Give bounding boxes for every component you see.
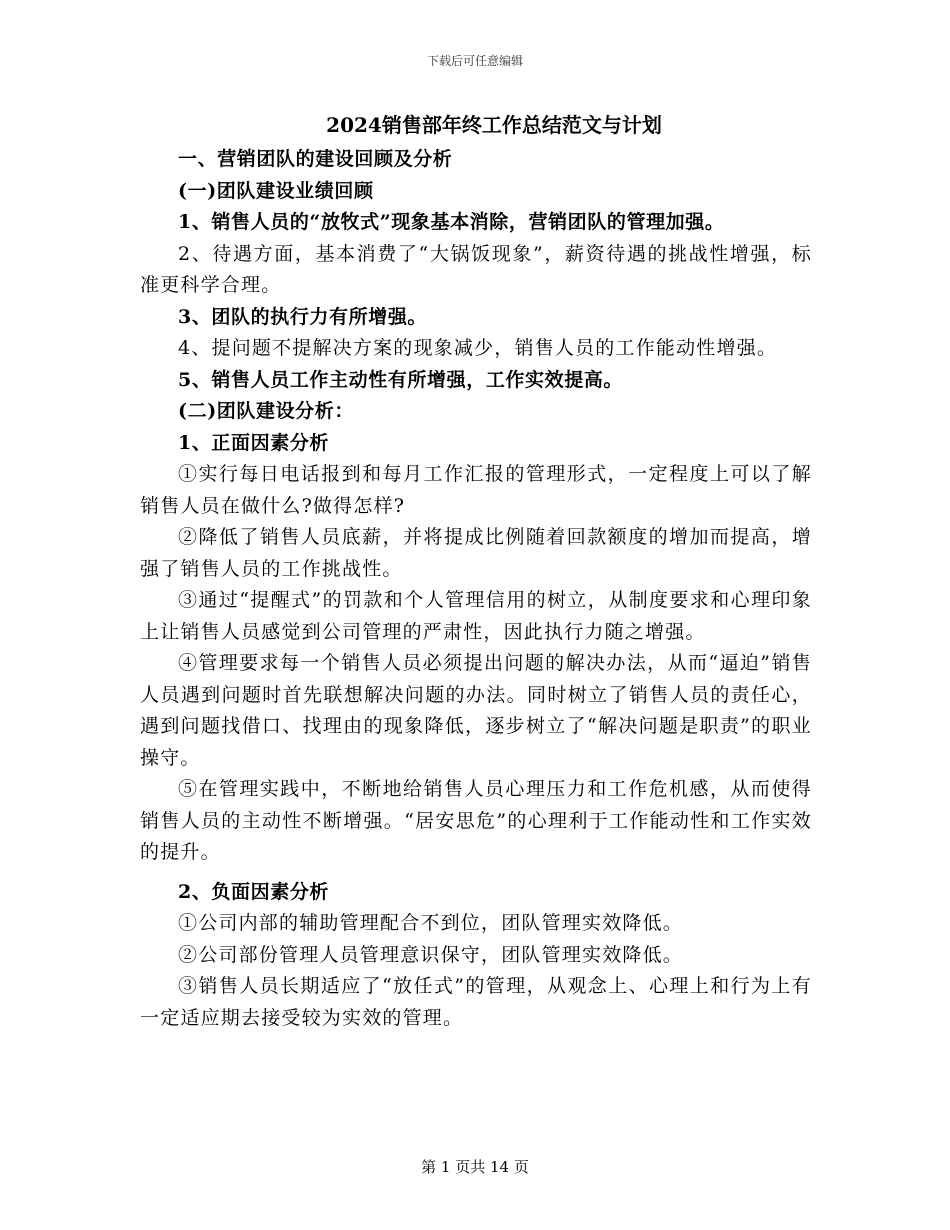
list-item: 4、提问题不提解决方案的现象减少，销售人员的工作能动性增强。: [178, 337, 778, 359]
paragraph: ③通过“提醒式”的罚款和个人管理信用的树立，从制度要求和心理印象上让销售人员感觉到公司管理的严肃性，因此执行力随之增强。: [140, 589, 812, 643]
paragraph: ①公司内部的辅助管理配合不到位，团队管理实效降低。: [178, 912, 684, 934]
paragraph: ⑤在管理实践中，不断地给销售人员心理压力和工作危机感，从而使得销售人员的主动性不断增强。“居安思危”的心理利于工作能动性和工作实效的提升。: [140, 778, 812, 863]
subsection-heading: 2、负面因素分析: [178, 880, 330, 903]
paragraph: ②公司部份管理人员管理意识保守，团队管理实效降低。: [178, 943, 684, 966]
paragraph: ④管理要求每一个销售人员必须提出问题的解决办法，从而“逼迫”销售人员遇到问题时首先联想解决问题的办法。同时树立了销售人员的责任心，遇到问题找借口、找理由的现象降低，逐步树立了“解决问题是职责”的职业操守。: [140, 652, 812, 769]
list-item-bold: 3、团队的执行力有所增强。: [178, 305, 428, 328]
page-footer: 第 1 页共 14 页: [421, 1158, 529, 1176]
paragraph: ②降低了销售人员底薪，并将提成比例随着回款额度的增加而提高，增强了销售人员的工作挑战性。: [140, 526, 812, 580]
document-title: 2024销售部年终工作总结范文与计划: [326, 113, 662, 137]
paragraph: ①实行每日电话报到和每月工作汇报的管理形式，一定程度上可以了解销售人员在做什么?做得怎样?: [140, 463, 812, 517]
section-heading: 一、营销团队的建设回顾及分析: [178, 148, 453, 170]
list-item: 2、待遇方面，基本消费了“大锅饭现象”，薪资待遇的挑战性增强，标准更科学合理。: [140, 242, 812, 296]
paragraph: ③销售人员长期适应了“放任式”的管理，从观念上、心理上和行为上有一定适应期去接受较为实效的管理。: [140, 975, 812, 1029]
page-header: 下载后可任意编辑: [426, 54, 523, 68]
subsection-heading: (一)团队建设业绩回顾: [178, 179, 374, 202]
subsection-heading: (二)团队建设分析：: [178, 400, 354, 422]
document-body: [140, 110, 812, 1034]
list-item-bold: 5、销售人员工作主动性有所增强，工作实效提高。: [178, 368, 624, 391]
list-item-bold: 1、销售人员的“放牧式”现象基本消除，营销团队的管理加强。: [178, 211, 725, 233]
subsection-heading: 1、正面因素分析: [178, 431, 330, 454]
